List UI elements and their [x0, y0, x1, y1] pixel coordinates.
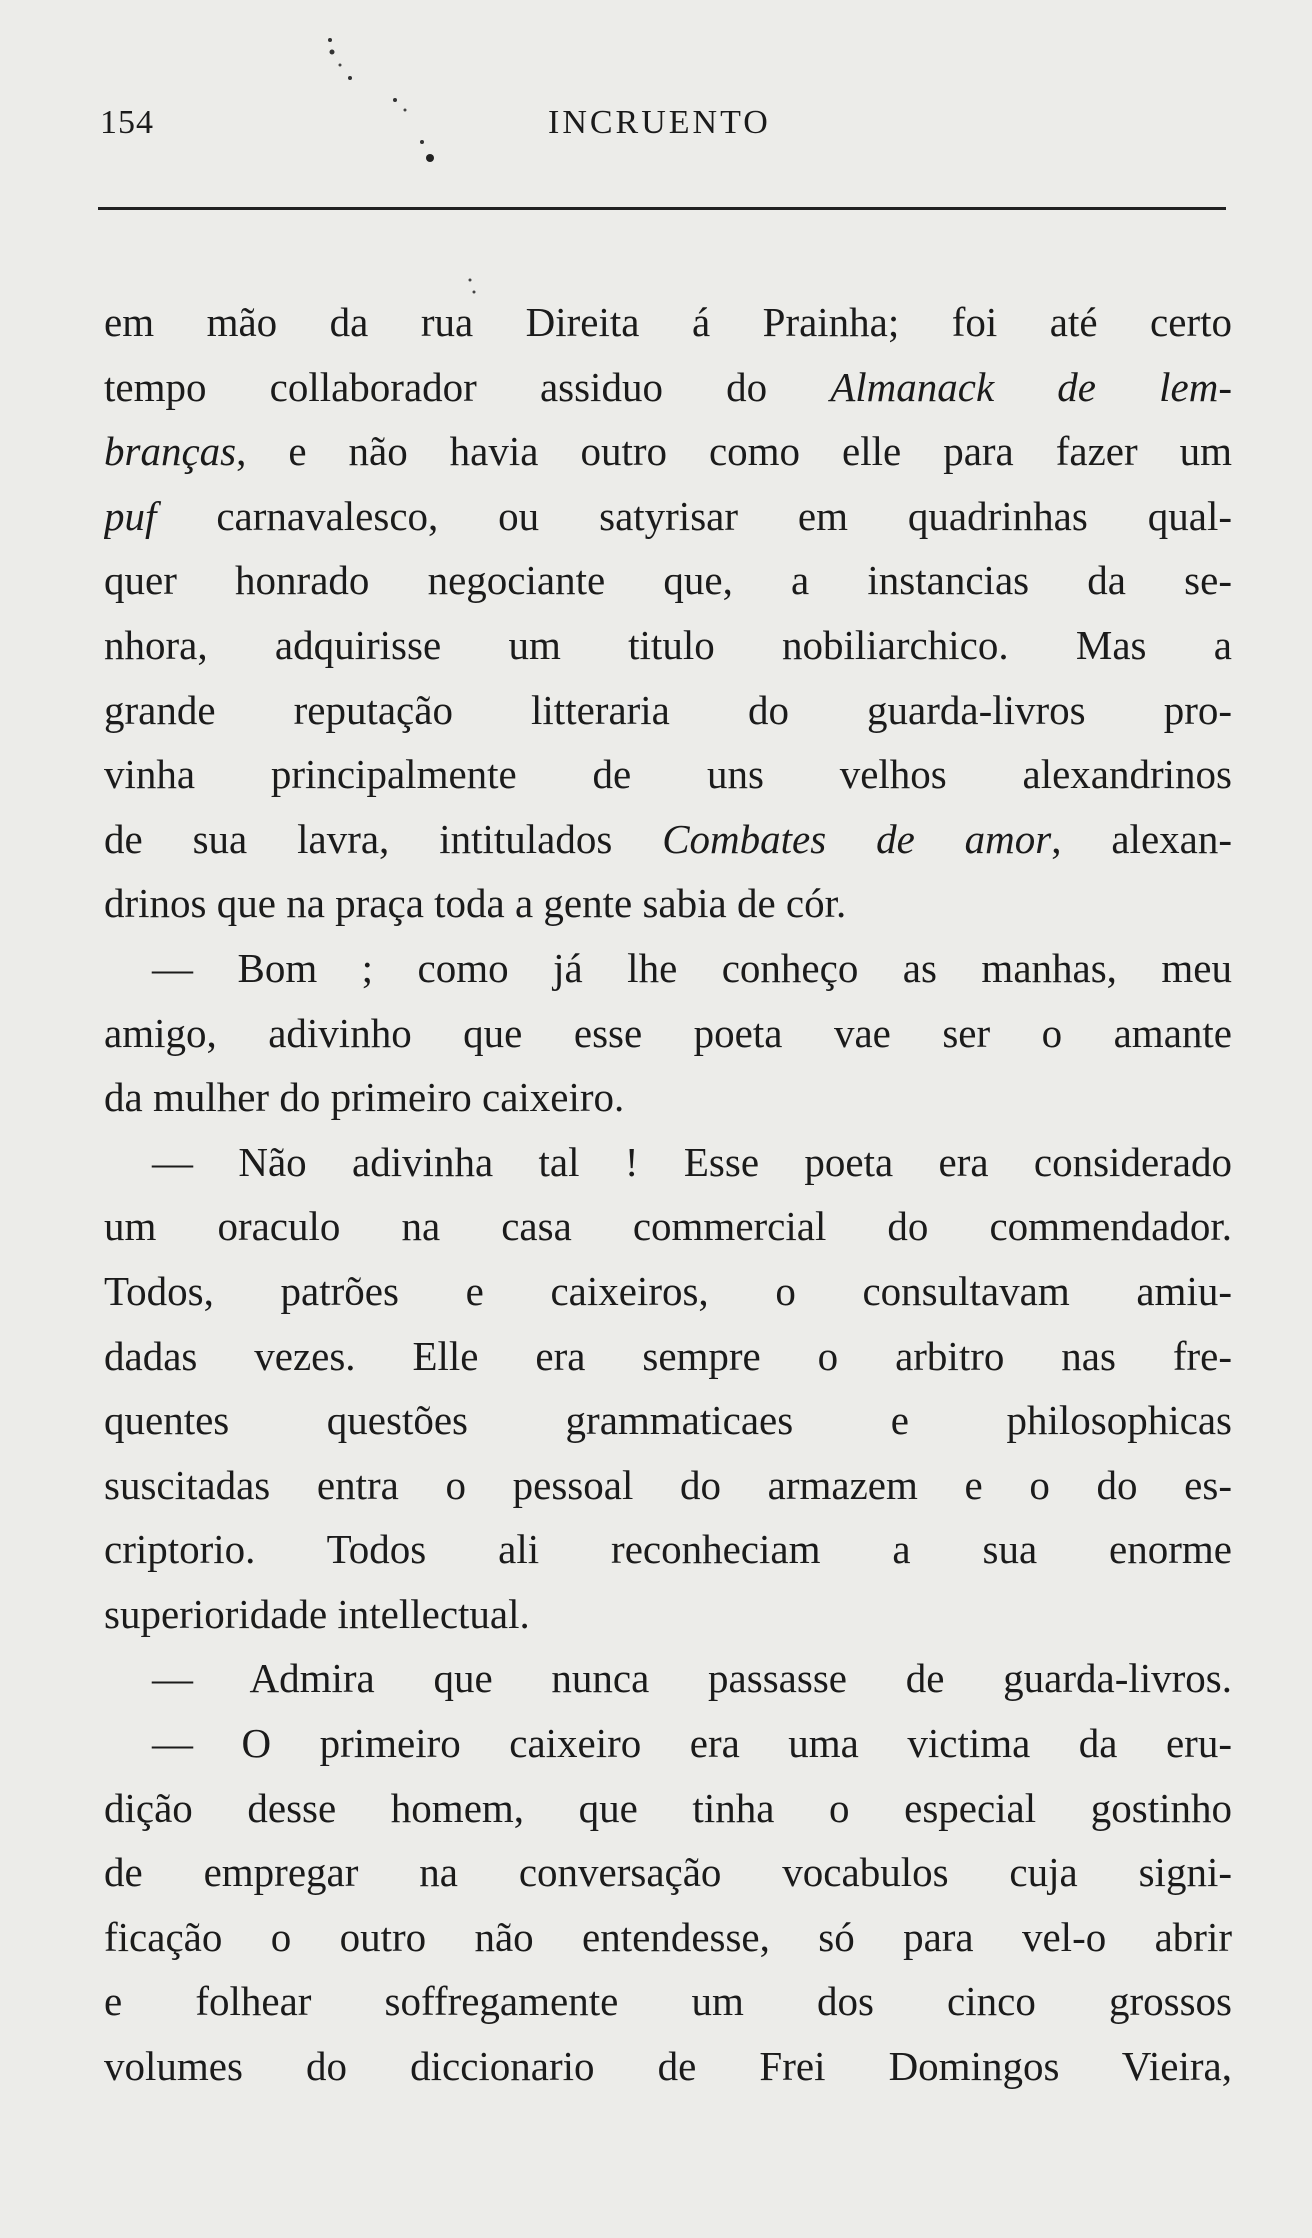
- ink-specks-decoration: [300, 30, 560, 300]
- text-line: [104, 1905, 1232, 1970]
- text-segment: da mulher do primeiro caixeiro.: [104, 1074, 625, 1121]
- text-line: [104, 1388, 1232, 1453]
- text-segment: vinha principalmente de uns velhos alexandrinos: [104, 751, 1232, 798]
- text-segment: — Admira que nunca passasse de guarda-livros.: [152, 1655, 1232, 1702]
- italic-text: puf: [104, 492, 157, 539]
- text-segment: suscitadas entra o pessoal do armazem e o do es-: [104, 1461, 1232, 1508]
- text-segment: dição desse homem, que tinha o especial gostinho: [104, 1784, 1232, 1831]
- text-segment: um oraculo na casa commercial do commendador.: [104, 1203, 1232, 1250]
- text-line: [104, 1969, 1232, 2034]
- body-text: [104, 290, 1232, 2099]
- text-segment: ficação o outro não entendesse, só para vel-o abrir: [104, 1913, 1232, 1960]
- page-number: 154: [100, 104, 154, 141]
- text-segment: , alexan-: [1051, 815, 1232, 862]
- text-line: [104, 355, 1232, 420]
- text-line: [104, 1582, 1232, 1647]
- text-line: [104, 1517, 1232, 1582]
- text-segment: — Não adivinha tal ! Esse poeta era considerado: [152, 1138, 1232, 1185]
- text-segment: criptorio. Todos ali reconheciam a sua enorme: [104, 1526, 1232, 1573]
- text-segment: amigo, adivinho que esse poeta vae ser o amante: [104, 1009, 1232, 1056]
- text-segment: volumes do diccionario de Frei Domingos Vieira,: [104, 2043, 1232, 2090]
- running-title: INCRUENTO: [548, 104, 771, 141]
- text-line: [104, 290, 1232, 355]
- text-segment: dadas vezes. Elle era sempre o arbitro nas fre-: [104, 1332, 1232, 1379]
- italic-text: Combates de amor: [662, 815, 1052, 862]
- text-line: [104, 1453, 1232, 1518]
- text-line: [104, 484, 1232, 549]
- text-line: [104, 419, 1232, 484]
- text-line: [104, 678, 1232, 743]
- text-line: [104, 1646, 1232, 1711]
- text-line: [104, 1001, 1232, 1066]
- text-segment: drinos que na praça toda a gente sabia de cór.: [104, 880, 847, 927]
- text-line: [104, 1776, 1232, 1841]
- text-line: [104, 1194, 1232, 1259]
- text-line: [104, 613, 1232, 678]
- text-segment: tempo collaborador assiduo do: [104, 363, 831, 410]
- text-segment: em mão da rua Direita á Prainha; foi até certo: [104, 299, 1232, 345]
- text-segment: — O primeiro caixeiro era uma victima da eru-: [152, 1720, 1232, 1767]
- text-segment: nhora, adquirisse um titulo nobiliarchico. Mas a: [104, 621, 1232, 668]
- text-segment: Todos, patrões e caixeiros, o consultavam amiu-: [104, 1267, 1232, 1314]
- text-segment: quer honrado negociante que, a instancias da se-: [104, 557, 1232, 604]
- text-line: [104, 1130, 1232, 1195]
- text-segment: de sua lavra, intitulados: [104, 815, 663, 862]
- text-line: [104, 1065, 1232, 1130]
- text-line: [104, 548, 1232, 613]
- text-line: [104, 1324, 1232, 1389]
- text-line: [104, 742, 1232, 807]
- running-head: [100, 96, 1230, 156]
- text-segment: carnavalesco, ou satyrisar em quadrinhas qual-: [156, 492, 1232, 539]
- text-segment: quentes questões grammaticaes e philosophicas: [104, 1397, 1232, 1444]
- text-segment: — Bom ; como já lhe conheço as manhas, meu: [152, 944, 1232, 991]
- header-rule: [98, 207, 1226, 210]
- text-segment: superioridade intellectual.: [104, 1590, 530, 1637]
- text-line: [104, 2034, 1232, 2099]
- italic-text: Almanack de lem-: [830, 363, 1232, 410]
- text-line: [104, 936, 1232, 1001]
- text-line: [104, 871, 1232, 936]
- text-line: [104, 1840, 1232, 1905]
- text-line: [104, 1259, 1232, 1324]
- text-line: [104, 807, 1232, 872]
- text-segment: e folhear soffregamente um dos cinco grossos: [104, 1978, 1232, 2025]
- italic-text: branças: [104, 428, 237, 475]
- text-segment: de empregar na conversação vocabulos cuja signi-: [104, 1849, 1232, 1896]
- text-segment: grande reputação litteraria do guarda-livros pro-: [104, 686, 1232, 733]
- text-segment: , e não havia outro como elle para fazer um: [236, 428, 1232, 475]
- text-line: [104, 1711, 1232, 1776]
